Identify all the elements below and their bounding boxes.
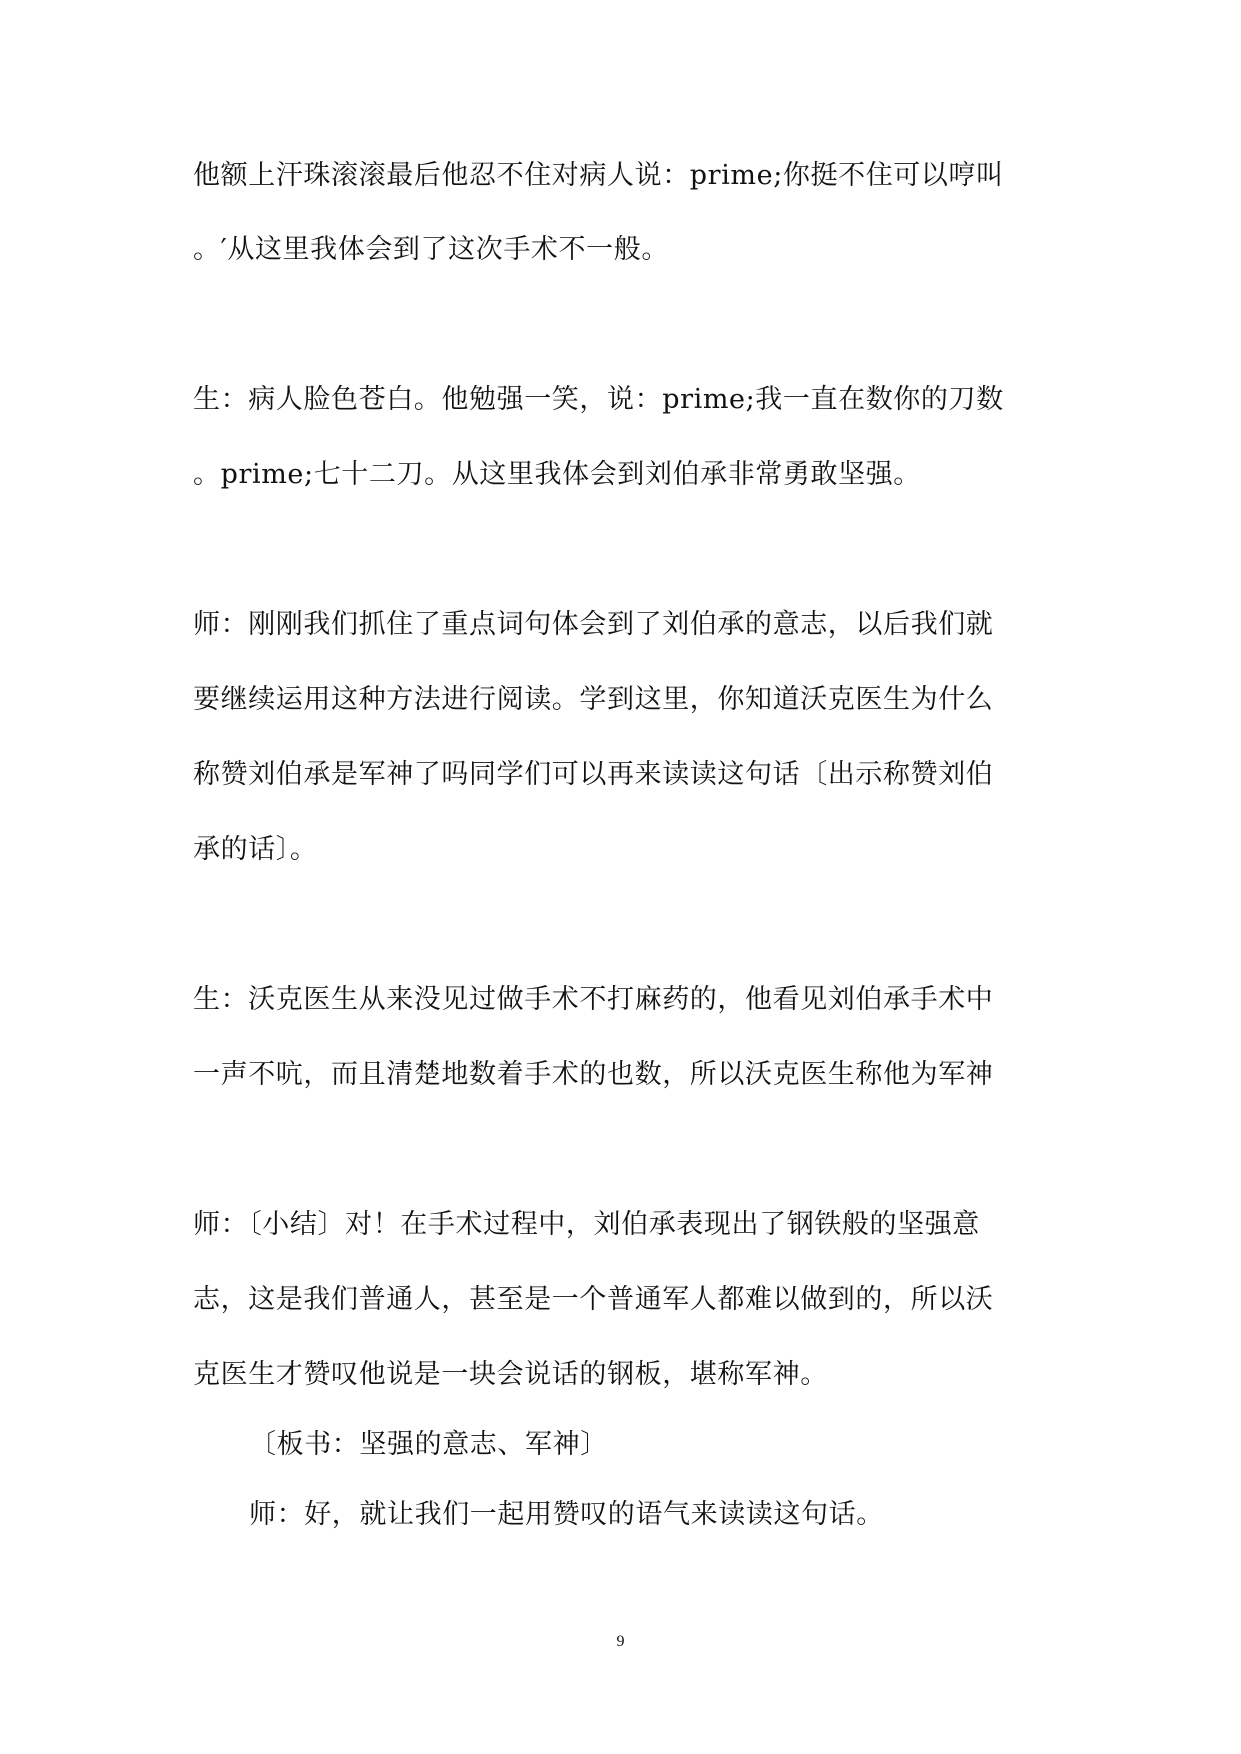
text-line: 他额上汗珠滚滚最后他忍不住对病人说：prime;你挺不住可以哼叫 — [193, 160, 1004, 191]
text-line: 师：刚刚我们抓住了重点词句体会到了刘伯承的意志，以后我们就 — [193, 609, 994, 640]
text-line: 称赞刘伯承是军神了吗同学们可以再来读读这句话〔出示称赞刘伯 — [193, 759, 994, 790]
text-line: 生：病人脸色苍白。他勉强一笑，说：prime;我一直在数你的刀数 — [193, 384, 1004, 415]
page-number: 9 — [616, 1633, 625, 1650]
text-line: 。′从这里我体会到了这次手术不一般。 — [193, 234, 669, 265]
text-line: 生：沃克医生从来没见过做手术不打麻药的，他看见刘伯承手术中 — [193, 984, 994, 1015]
text-line: 师：〔小结〕对！在手术过程中，刘伯承表现出了钢铁般的坚强意 — [193, 1209, 980, 1240]
text-line: 一声不吭，而且清楚地数着手术的也数，所以沃克医生称他为军神 — [193, 1059, 994, 1090]
text-line: 志，这是我们普通人，甚至是一个普通军人都难以做到的，所以沃 — [193, 1284, 994, 1315]
text-line: 师：好，就让我们一起用赞叹的语气来读读这句话。 — [249, 1499, 884, 1530]
text-line: 承的话〕。 — [193, 834, 318, 865]
text-line: 。prime;七十二刀。从这里我体会到刘伯承非常勇敢坚强。 — [193, 459, 921, 490]
text-line: 要继续运用这种方法进行阅读。学到这里，你知道沃克医生为什么 — [193, 684, 994, 715]
board-note: 〔板书：坚强的意志、军神〕 — [249, 1429, 608, 1460]
text-line: 克医生才赞叹他说是一块会说话的钢板，堪称军神。 — [193, 1359, 828, 1390]
